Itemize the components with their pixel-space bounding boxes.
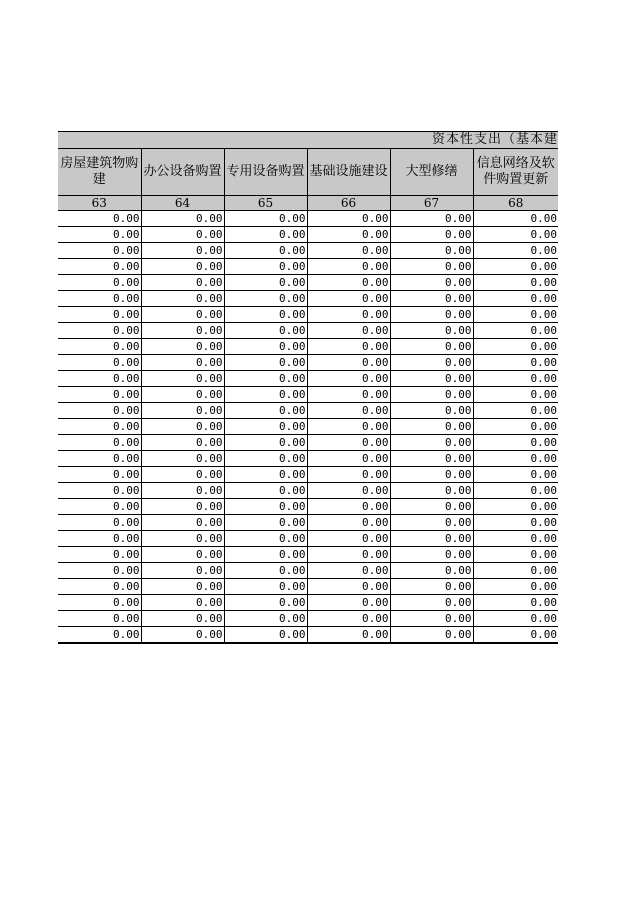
expenditure-table (58, 149, 558, 644)
table-cell[interactable]: 0.00 (58, 227, 141, 243)
column-header: 信息网络及软件购置更新 (473, 149, 558, 196)
table-row (58, 307, 558, 323)
table-cell[interactable]: 0.00 (58, 419, 141, 435)
table-row (58, 243, 558, 259)
table-cell[interactable]: 0.00 (224, 371, 307, 387)
table-cell[interactable]: 0.00 (390, 547, 473, 563)
table-cell[interactable]: 0.00 (473, 451, 558, 467)
table-cell[interactable]: 0.00 (473, 531, 558, 547)
column-number: 68 (473, 196, 558, 211)
table-cell[interactable]: 0.00 (58, 323, 141, 339)
table-cell[interactable]: 0.00 (390, 595, 473, 611)
table-row (58, 291, 558, 307)
table-cell[interactable]: 0.00 (224, 323, 307, 339)
table-cell[interactable]: 0.00 (224, 339, 307, 355)
table-cell[interactable]: 0.00 (141, 371, 224, 387)
table-cell[interactable]: 0.00 (141, 547, 224, 563)
table-cell[interactable]: 0.00 (224, 531, 307, 547)
table-row (58, 515, 558, 531)
table-cell[interactable]: 0.00 (390, 227, 473, 243)
table-row (58, 275, 558, 291)
table-cell[interactable]: 0.00 (141, 403, 224, 419)
table-row (58, 211, 558, 227)
column-header: 房屋建筑物购建 (58, 149, 141, 196)
table-cell[interactable]: 0.00 (390, 323, 473, 339)
column-header: 基础设施建设 (307, 149, 390, 196)
table-cell[interactable]: 0.00 (473, 627, 558, 644)
table-cell[interactable]: 0.00 (307, 243, 390, 259)
table-cell[interactable]: 0.00 (390, 435, 473, 451)
table-cell[interactable]: 0.00 (307, 595, 390, 611)
table-cell[interactable]: 0.00 (141, 275, 224, 291)
table-cell[interactable]: 0.00 (141, 307, 224, 323)
table-row (58, 579, 558, 595)
table-cell[interactable]: 0.00 (141, 611, 224, 627)
table-cell[interactable]: 0.00 (390, 339, 473, 355)
table-cell[interactable]: 0.00 (224, 227, 307, 243)
table-cell[interactable]: 0.00 (390, 563, 473, 579)
table-cell[interactable]: 0.00 (390, 579, 473, 595)
table-cell[interactable]: 0.00 (224, 451, 307, 467)
table-cell[interactable]: 0.00 (390, 275, 473, 291)
table-cell[interactable]: 0.00 (58, 579, 141, 595)
table-cell[interactable]: 0.00 (390, 387, 473, 403)
table-cell[interactable]: 0.00 (307, 339, 390, 355)
table-cell[interactable]: 0.00 (141, 483, 224, 499)
table-cell[interactable]: 0.00 (141, 243, 224, 259)
table-cell[interactable]: 0.00 (307, 259, 390, 275)
table-cell[interactable]: 0.00 (473, 323, 558, 339)
table-row (58, 323, 558, 339)
table-cell[interactable]: 0.00 (473, 563, 558, 579)
table-cell[interactable]: 0.00 (141, 227, 224, 243)
table-cell[interactable]: 0.00 (390, 211, 473, 227)
table-cell[interactable]: 0.00 (390, 243, 473, 259)
table-cell[interactable]: 0.00 (58, 355, 141, 371)
table-cell[interactable]: 0.00 (473, 355, 558, 371)
table-cell[interactable]: 0.00 (307, 611, 390, 627)
table-row (58, 403, 558, 419)
table-cell[interactable]: 0.00 (307, 275, 390, 291)
column-number: 67 (390, 196, 473, 211)
table-row (58, 435, 558, 451)
table-row (58, 387, 558, 403)
table-cell[interactable]: 0.00 (224, 243, 307, 259)
table-cell[interactable]: 0.00 (224, 403, 307, 419)
table-cell[interactable]: 0.00 (390, 355, 473, 371)
table-row (58, 595, 558, 611)
table-cell[interactable]: 0.00 (473, 579, 558, 595)
table-cell[interactable]: 0.00 (141, 627, 224, 644)
table-cell[interactable]: 0.00 (307, 467, 390, 483)
table-cell[interactable]: 0.00 (307, 499, 390, 515)
table-cell[interactable]: 0.00 (58, 483, 141, 499)
table-cell[interactable]: 0.00 (307, 291, 390, 307)
table-cell[interactable]: 0.00 (473, 547, 558, 563)
table-cell[interactable]: 0.00 (224, 307, 307, 323)
table-cell[interactable]: 0.00 (141, 595, 224, 611)
table-cell[interactable]: 0.00 (224, 515, 307, 531)
table-title-bar (58, 131, 558, 149)
table-cell[interactable]: 0.00 (390, 451, 473, 467)
table-cell[interactable]: 0.00 (141, 259, 224, 275)
table-cell[interactable]: 0.00 (473, 467, 558, 483)
table-cell[interactable]: 0.00 (224, 275, 307, 291)
table-cell[interactable]: 0.00 (307, 419, 390, 435)
table-cell[interactable]: 0.00 (307, 371, 390, 387)
table-cell[interactable]: 0.00 (141, 579, 224, 595)
column-number: 65 (224, 196, 307, 211)
table-cell[interactable]: 0.00 (473, 515, 558, 531)
table-cell[interactable]: 0.00 (141, 339, 224, 355)
table-cell[interactable]: 0.00 (58, 435, 141, 451)
table-cell[interactable]: 0.00 (473, 339, 558, 355)
table-row (58, 371, 558, 387)
table-cell[interactable]: 0.00 (224, 627, 307, 644)
table-cell[interactable]: 0.00 (473, 499, 558, 515)
table-cell[interactable]: 0.00 (390, 371, 473, 387)
table-cell[interactable]: 0.00 (473, 371, 558, 387)
table-cell[interactable]: 0.00 (224, 499, 307, 515)
table-row (58, 627, 558, 644)
table-row (58, 547, 558, 563)
table-row (58, 499, 558, 515)
table-cell[interactable]: 0.00 (224, 611, 307, 627)
table-cell[interactable]: 0.00 (58, 611, 141, 627)
table-cell[interactable]: 0.00 (58, 467, 141, 483)
table-cell[interactable]: 0.00 (307, 307, 390, 323)
table-cell[interactable]: 0.00 (58, 403, 141, 419)
table-cell[interactable]: 0.00 (58, 387, 141, 403)
table-cell[interactable]: 0.00 (473, 387, 558, 403)
table-title: 资本性支出（基本建 (431, 132, 558, 147)
table-cell[interactable]: 0.00 (390, 307, 473, 323)
table-row (58, 355, 558, 371)
table-cell[interactable]: 0.00 (390, 419, 473, 435)
table-cell[interactable]: 0.00 (224, 387, 307, 403)
table-cell[interactable]: 0.00 (224, 579, 307, 595)
table-row (58, 467, 558, 483)
table-cell[interactable]: 0.00 (473, 419, 558, 435)
table-cell[interactable]: 0.00 (58, 291, 141, 307)
table-cell[interactable]: 0.00 (390, 291, 473, 307)
spreadsheet (58, 131, 558, 644)
table-cell[interactable]: 0.00 (58, 259, 141, 275)
header-row (58, 149, 558, 196)
table-cell[interactable]: 0.00 (58, 499, 141, 515)
table-cell[interactable]: 0.00 (390, 483, 473, 499)
table-cell[interactable]: 0.00 (473, 403, 558, 419)
table-cell[interactable]: 0.00 (141, 323, 224, 339)
table-cell[interactable]: 0.00 (307, 483, 390, 499)
table-cell[interactable]: 0.00 (390, 627, 473, 644)
table-cell[interactable]: 0.00 (307, 211, 390, 227)
table-cell[interactable]: 0.00 (141, 435, 224, 451)
table-cell[interactable]: 0.00 (473, 259, 558, 275)
table-cell[interactable]: 0.00 (224, 211, 307, 227)
table-cell[interactable]: 0.00 (307, 563, 390, 579)
table-cell[interactable]: 0.00 (307, 451, 390, 467)
table-row (58, 611, 558, 627)
table-cell[interactable]: 0.00 (224, 419, 307, 435)
table-cell[interactable]: 0.00 (307, 579, 390, 595)
table-cell[interactable]: 0.00 (390, 499, 473, 515)
table-cell[interactable]: 0.00 (473, 595, 558, 611)
table-row (58, 563, 558, 579)
table-row (58, 227, 558, 243)
table-row (58, 339, 558, 355)
table-cell[interactable]: 0.00 (141, 211, 224, 227)
column-number: 64 (141, 196, 224, 211)
table-cell[interactable]: 0.00 (473, 227, 558, 243)
table-cell[interactable]: 0.00 (141, 531, 224, 547)
table-cell[interactable]: 0.00 (58, 627, 141, 644)
table-cell[interactable]: 0.00 (307, 227, 390, 243)
table-cell[interactable]: 0.00 (390, 531, 473, 547)
table-cell[interactable]: 0.00 (473, 307, 558, 323)
table-body (58, 211, 558, 644)
table-cell[interactable]: 0.00 (473, 611, 558, 627)
table-cell[interactable]: 0.00 (307, 387, 390, 403)
table-cell[interactable]: 0.00 (58, 211, 141, 227)
table-cell[interactable]: 0.00 (224, 547, 307, 563)
column-number: 66 (307, 196, 390, 211)
column-header: 专用设备购置 (224, 149, 307, 196)
table-row (58, 259, 558, 275)
table-cell[interactable]: 0.00 (224, 291, 307, 307)
table-cell[interactable]: 0.00 (473, 275, 558, 291)
table-cell[interactable]: 0.00 (58, 307, 141, 323)
table-cell[interactable]: 0.00 (141, 515, 224, 531)
table-cell[interactable]: 0.00 (141, 563, 224, 579)
table-row (58, 483, 558, 499)
column-number-row (58, 196, 558, 211)
table-cell[interactable]: 0.00 (307, 355, 390, 371)
table-cell[interactable]: 0.00 (58, 547, 141, 563)
table-cell[interactable]: 0.00 (473, 211, 558, 227)
table-cell[interactable]: 0.00 (307, 547, 390, 563)
table-cell[interactable]: 0.00 (141, 355, 224, 371)
table-cell[interactable]: 0.00 (390, 611, 473, 627)
table-cell[interactable]: 0.00 (224, 483, 307, 499)
table-cell[interactable]: 0.00 (473, 483, 558, 499)
table-cell[interactable]: 0.00 (58, 451, 141, 467)
table-cell[interactable]: 0.00 (307, 403, 390, 419)
table-cell[interactable]: 0.00 (307, 323, 390, 339)
table-row (58, 451, 558, 467)
table-cell[interactable]: 0.00 (307, 435, 390, 451)
table-cell[interactable]: 0.00 (224, 595, 307, 611)
table-cell[interactable]: 0.00 (390, 259, 473, 275)
table-cell[interactable]: 0.00 (224, 259, 307, 275)
table-cell[interactable]: 0.00 (224, 355, 307, 371)
table-cell[interactable]: 0.00 (141, 467, 224, 483)
table-cell[interactable]: 0.00 (141, 451, 224, 467)
column-header: 办公设备购置 (141, 149, 224, 196)
table-row (58, 531, 558, 547)
table-cell[interactable]: 0.00 (58, 275, 141, 291)
table-cell[interactable]: 0.00 (58, 339, 141, 355)
table-cell[interactable]: 0.00 (473, 243, 558, 259)
table-cell[interactable]: 0.00 (141, 291, 224, 307)
column-header: 大型修缮 (390, 149, 473, 196)
table-cell[interactable]: 0.00 (141, 419, 224, 435)
column-number: 63 (58, 196, 141, 211)
table-cell[interactable]: 0.00 (58, 371, 141, 387)
table-cell[interactable]: 0.00 (390, 467, 473, 483)
table-cell[interactable]: 0.00 (307, 627, 390, 644)
table-cell[interactable]: 0.00 (390, 403, 473, 419)
table-cell[interactable]: 0.00 (58, 531, 141, 547)
table-cell[interactable]: 0.00 (141, 387, 224, 403)
table-cell[interactable]: 0.00 (473, 291, 558, 307)
table-cell[interactable]: 0.00 (307, 515, 390, 531)
table-cell[interactable]: 0.00 (307, 531, 390, 547)
table-cell[interactable]: 0.00 (473, 435, 558, 451)
table-cell[interactable]: 0.00 (58, 515, 141, 531)
table-cell[interactable]: 0.00 (390, 515, 473, 531)
table-cell[interactable]: 0.00 (224, 563, 307, 579)
table-cell[interactable]: 0.00 (224, 467, 307, 483)
table-cell[interactable]: 0.00 (224, 435, 307, 451)
table-cell[interactable]: 0.00 (58, 563, 141, 579)
table-cell[interactable]: 0.00 (141, 499, 224, 515)
table-cell[interactable]: 0.00 (58, 243, 141, 259)
table-row (58, 419, 558, 435)
table-cell[interactable]: 0.00 (58, 595, 141, 611)
